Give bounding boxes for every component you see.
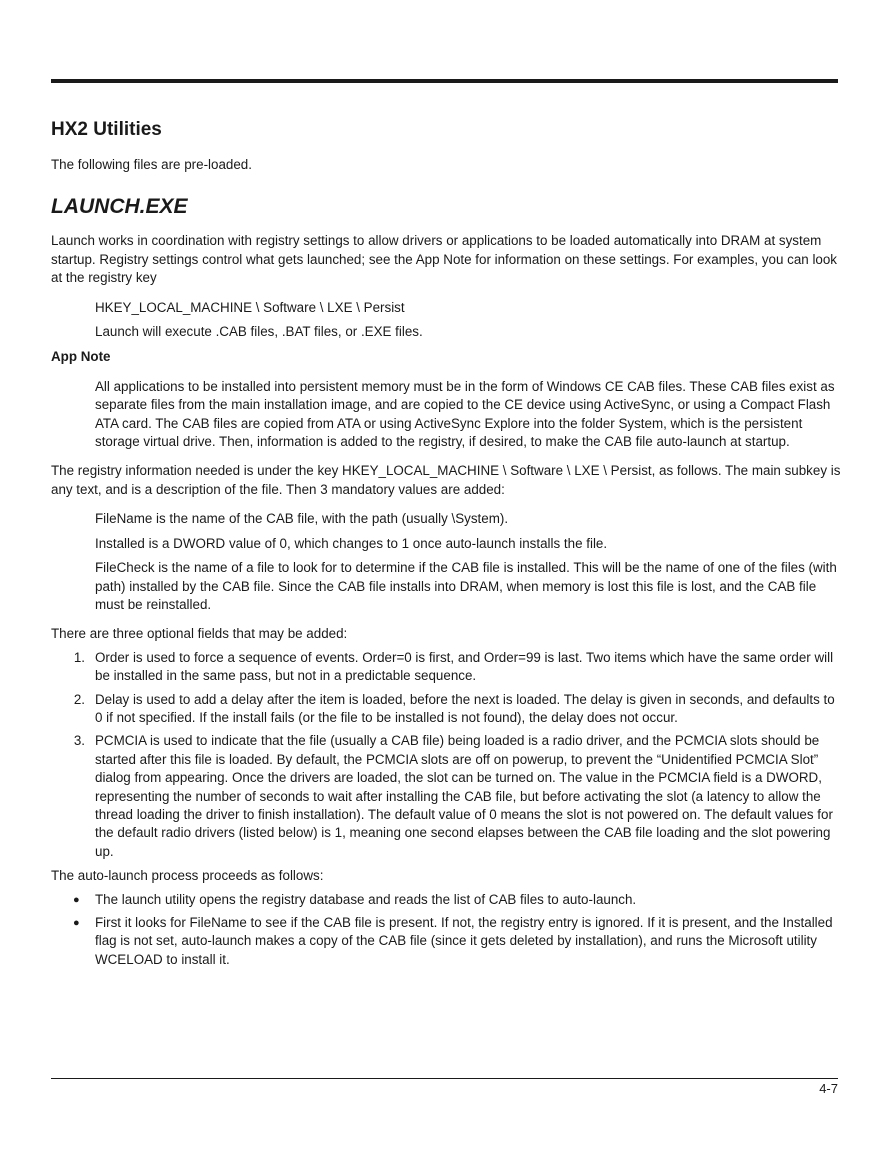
bullet-icon: ●	[73, 893, 80, 906]
list-number: 2.	[73, 691, 85, 707]
value-filecheck: FileCheck is the name of a file to look for to determine if the CAB file is installed. This will be the name of one of the files (with path) installed by the CAB file. Since the CAB file installs into DRAM, when memory is lost this file is lost, and the CAB file must be reinstalled.	[95, 560, 837, 612]
launch-description: Launch works in coordination with registry settings to allow drivers or applications to be loaded automatically into DRAM at system startup. Registry settings control what gets launched; see the App Note for information on these settings. For examples, you can look at the registry key	[51, 233, 838, 286]
intro-text: The following files are pre-loaded.	[51, 157, 252, 172]
optional-intro: There are three optional fields that may be added:	[51, 626, 348, 642]
list-item-text: Order is used to force a sequence of events. Order=0 is first, and Order=99 is last. Two items which have the same order will be installed in the same pass, but not in a predictable sequence.	[95, 649, 834, 684]
list-item-text: PCMCIA is used to indicate that the file (usually a CAB file) being loaded is a radio driver, and the PCMCIA slots should be started after this file is loaded. By default, the PCMCIA slots are off on powerup, to prevent the “Unidentified PCMCIA Slot” dialog from appearing. Once the drivers are loaded, the slot can be turned on. The value in the PCMCIA field is a DWORD, representing the number of seconds to wait after installing the CAB file, but before activating the slot (a latency to allow the thread loading the driver to finish installation). The default value of 0 means the slot is not powered on. The default values for the default radio drivers (listed below) is 1, meaning one second elapses between the CAB file loading and the slot powering up.	[95, 733, 833, 859]
list-item-text: The launch utility opens the registry database and reads the list of CAB files to auto-launch.	[95, 891, 637, 907]
process-intro: The auto-launch process proceeds as follows:	[51, 868, 324, 884]
optional-fields-list	[51, 649, 841, 861]
registry-key: HKEY_LOCAL_MACHINE \ Software \ LXE \ Persist	[95, 299, 405, 315]
app-note-text: All applications to be installed into persistent memory must be in the form of Windows CE CAB files. These CAB files exist as separate files from the main installation image, and are copied to the CE device using ActiveSync, or using a Compact Flash ATA card. The CAB files are copied from ATA or using ActiveSync Explore into the folder System, which is the persistent storage virtual drive. Then, information is added to the registry, if desired, to make the CAB file auto-launch at startup.	[95, 378, 835, 450]
bullet-icon: ●	[73, 917, 80, 929]
registry-info-text: The registry information needed is under the key HKEY_LOCAL_MACHINE \ Software \ LXE \ Persist, as follows. The main subkey is any text, and is a description of the file. Then 3 mandatory values are added:	[51, 463, 841, 497]
list-item	[51, 891, 841, 909]
app-note-heading: App Note	[51, 349, 111, 365]
page-content	[51, 117, 841, 969]
section-title: HX2 Utilities	[51, 119, 162, 140]
list-item	[51, 732, 841, 861]
list-number: 1.	[73, 649, 85, 665]
launch-exec-text: Launch will execute .CAB files, .BAT files, or .EXE files.	[95, 324, 423, 340]
list-item-text: First it looks for FileName to see if the CAB file is present. If not, the registry entry is ignored. If it is present, and the Installed flag is not set, auto-launch makes a copy of the CAB file (since it gets deleted by installation), and runs the Microsoft utility WCELOAD to install it.	[95, 915, 833, 967]
list-number: 3.	[73, 733, 85, 749]
list-item	[51, 649, 841, 686]
footer-rule	[51, 1078, 838, 1079]
header-rule	[51, 79, 838, 83]
auto-launch-steps-list	[51, 891, 841, 970]
list-item	[51, 691, 841, 728]
list-item	[51, 914, 841, 969]
page-number: 4-7	[819, 1081, 838, 1096]
value-filename: FileName is the name of the CAB file, with the path (usually \System).	[95, 511, 509, 527]
list-item-text: Delay is used to add a delay after the item is loaded, before the next is loaded. The delay is given in seconds, and defaults to 0 if not specified. If the install fails (or the file to be installed is not found), the delay does not occur.	[95, 691, 835, 725]
subsection-title: LAUNCH.EXE	[51, 195, 188, 219]
value-installed: Installed is a DWORD value of 0, which changes to 1 once auto-launch installs the file.	[95, 535, 608, 551]
